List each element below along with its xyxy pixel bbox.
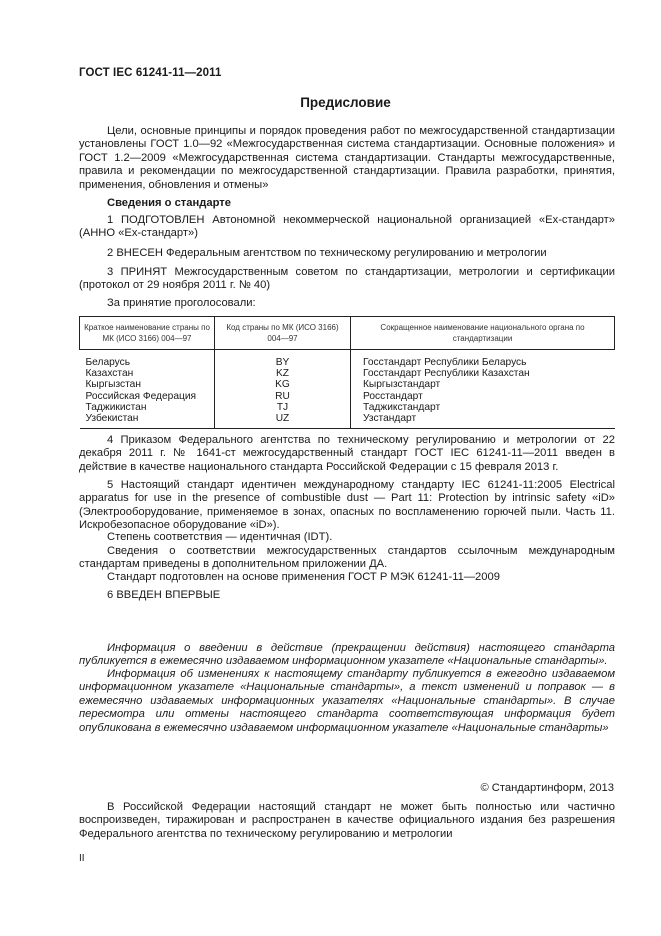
country-cell: Узбекистан [80,413,215,429]
header-country: Краткое наименование страны по МК (ИСО 3166) 004—97 [80,317,215,350]
country-cell: Таджикистан [85,401,147,413]
document-header: ГОСТ IEC 61241-11—2011 [79,67,222,79]
voted-label: За принятие проголосовали: [107,297,256,309]
table-row [80,368,615,379]
code-cell: KZ [215,368,351,379]
table-row [80,391,615,402]
item-identical: 5 Настоящий стандарт идентичен международному стандарту IEC 61241-11:2005 Electrical apparatus for use in the presence of combustible dust — Part 11: Protection by intrinsic safety «iD» (Электрооборудование, применяемое в зонах, опасных по воспламенению горючей пыли. Часть 11. Искробезопасное оборудование «iD»). [79,479,615,532]
code-cell: UZ [215,413,351,429]
country-cell: Российская Федерация [85,390,197,402]
table-row [80,413,615,429]
body-cell: Кыргызстандарт [363,379,441,391]
table-row [80,350,615,369]
body-cell: Госстандарт Республики Казахстан [363,368,530,380]
rights-notice: В Российской Федерации настоящий стандарт не может быть полностью или частично воспроизведен, тиражирован и распространен в качестве официального издания без разрешения Федерального агентства по техническому регулированию и метрологии [79,801,615,840]
item-references-info: Сведения о соответствии межгосударственных стандартов ссылочным международным стандартам приведены в дополнительном приложении ДА. [79,545,615,571]
notice-introduction: Информация о введении в действие (прекращении действия) настоящего стандарта публикуется в ежемесячно издаваемом информационном указателе «Национальные стандарты». [79,642,615,668]
body-cell: Узстандарт [351,413,615,429]
item-prepared: 1 ПОДГОТОВЛЕН Автономной некоммерческой национальной организацией «Ех-стандарт» (АННО «Ех-стандарт») [79,214,615,240]
intro-paragraph: Цели, основные принципы и порядок проведения работ по межгосударственной стандартизации установлены ГОСТ 1.0—92 «Межгосударственная система стандартизации. Основные положения» и ГОСТ 1.2—2009 «Межгосударственная система стандартизации. Стандарты межгосударственные, правила и рекомендации по межгосударственной стандартизации. Правила разработки, принятия, применения, обновления и отмены» [79,125,615,191]
body-cell: Госстандарт Республики Беларусь [363,357,527,368]
voting-table [79,316,615,429]
header-body: Сокращенное наименование национального органа по стандартизации [351,317,615,350]
code-cell: BY [215,350,351,369]
info-heading: Сведения о стандарте [107,197,231,209]
item-order: 4 Приказом Федерального агентства по техническому регулированию и метрологии от 22 декабря 2011 г. № 1641-ст межгосударственный стандарт ГОСТ IEC 61241-11—2011 введен в действие в качестве национального стандарта Российской Федерации с 15 февраля 2013 г. [79,434,615,473]
header-code: Код страны по МК (ИСО 3166) 004—97 [215,317,351,350]
country-cell: Беларусь [85,357,131,368]
code-cell: KG [215,379,351,390]
table-header-row [80,317,615,350]
code-cell: RU [215,391,351,402]
item-adopted: 3 ПРИНЯТ Межгосударственным советом по стандартизации, метрологии и сертификации (протокол от 29 ноября 2011 г. № 40) [79,266,615,292]
item-first-introduced: 6 ВВЕДЕН ВПЕРВЫЕ [107,589,221,601]
item-basis: Стандарт подготовлен на основе применения ГОСТ Р МЭК 61241-11—2009 [107,571,500,583]
table-row [80,402,615,413]
item-degree: Степень соответствия — идентичная (IDT). [107,531,333,543]
notice-changes: Информация об изменениях к настоящему стандарту публикуется в ежегодно издаваемом информационном указателе «Национальные стандарты», а текст изменений и поправок — в ежемесячно издаваемых информационных указателях «Национальные стандарты». В случае пересмотра или отмены настоящего стандарта соответствующая информация будет опубликована в ежемесячно издаваемом информационном указателе «Национальные стандарты» [79,668,615,734]
copyright-line: © Стандартинформ, 2013 [480,782,614,794]
body-cell: Росстандарт [363,390,423,402]
code-cell: TJ [215,402,351,413]
item-submitted: 2 ВНЕСЕН Федеральным агентством по техническому регулированию и метрологии [107,247,547,259]
body-cell: Таджикстандарт [363,401,441,413]
table-row [80,379,615,390]
page-title: Предисловие [300,95,391,110]
country-cell: Кыргызстан [85,379,141,391]
page-number: II [79,853,85,864]
country-cell: Казахстан [85,368,134,380]
